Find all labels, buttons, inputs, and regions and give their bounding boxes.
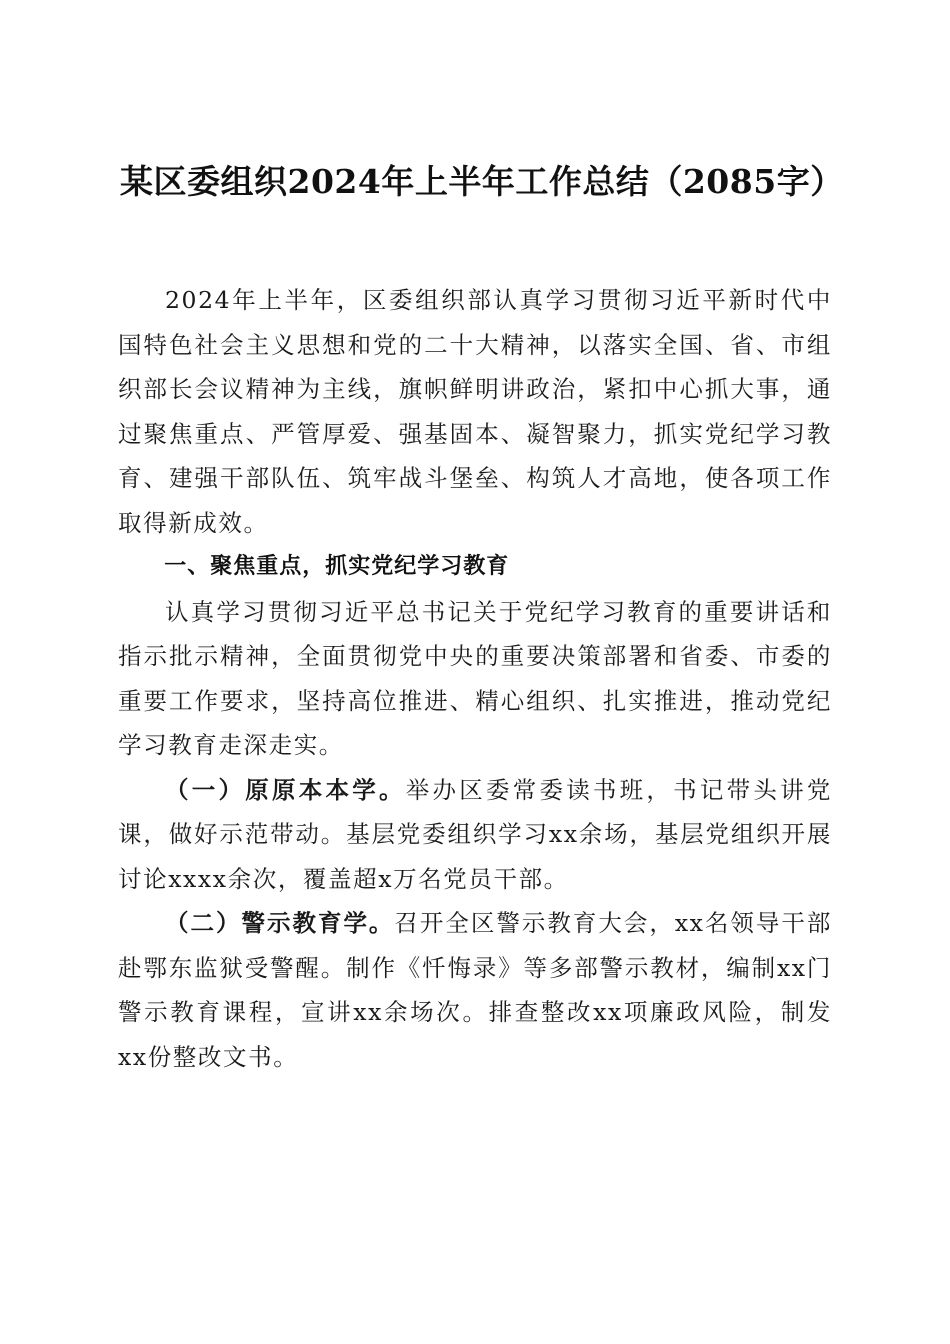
item-2-text: 召开全区警示教育大会，xx名领导干部赴鄂东监狱受警醒。制作《忏悔录》等多部警示教材，编制xx门警示教育课程，宣讲xx余场次。排查整改xx项廉政风险，制发xx份整改文书。 — [118, 909, 832, 1071]
document-title: 某区委组织2024年上半年工作总结（2085字） — [120, 162, 844, 202]
intro-paragraph: 2024年上半年，区委组织部认真学习贯彻习近平新时代中国特色社会主义思想和党的二十大精神，以落实全国、省、市组织部长会议精神为主线，旗帜鲜明讲政治，紧扣中心抓大事，通过聚焦重点、严管厚爱、强基固本、凝智聚力，抓实党纪学习教育、建强干部队伍、筑牢战斗堡垒、构筑人才高地，使各项工作取得新成效。 — [118, 286, 832, 537]
section-1-paragraph: 认真学习贯彻习近平总书记关于党纪学习教育的重要讲话和指示批示精神，全面贯彻党中央的重要决策部署和省委、市委的重要工作要求，坚持高位推进、精心组织、扎实推进，推动党纪学习教育走深走实。 — [118, 597, 832, 759]
section-1-heading: 一、聚焦重点，抓实党纪学习教育 — [164, 554, 510, 579]
item-1-lead: （一）原原本本学。 — [165, 775, 406, 804]
section-1-item-1 — [118, 768, 832, 902]
section-1-item-2 — [118, 901, 832, 1079]
document-body — [118, 278, 832, 1079]
item-1-text: 举办区委常委读书班，书记带头讲党课，做好示范带动。基层党委组织学习xx余场，基层党组织开展讨论xxxx余次，覆盖超x万名党员干部。 — [118, 775, 832, 893]
item-2-lead: （二）警示教育学。 — [165, 909, 395, 937]
